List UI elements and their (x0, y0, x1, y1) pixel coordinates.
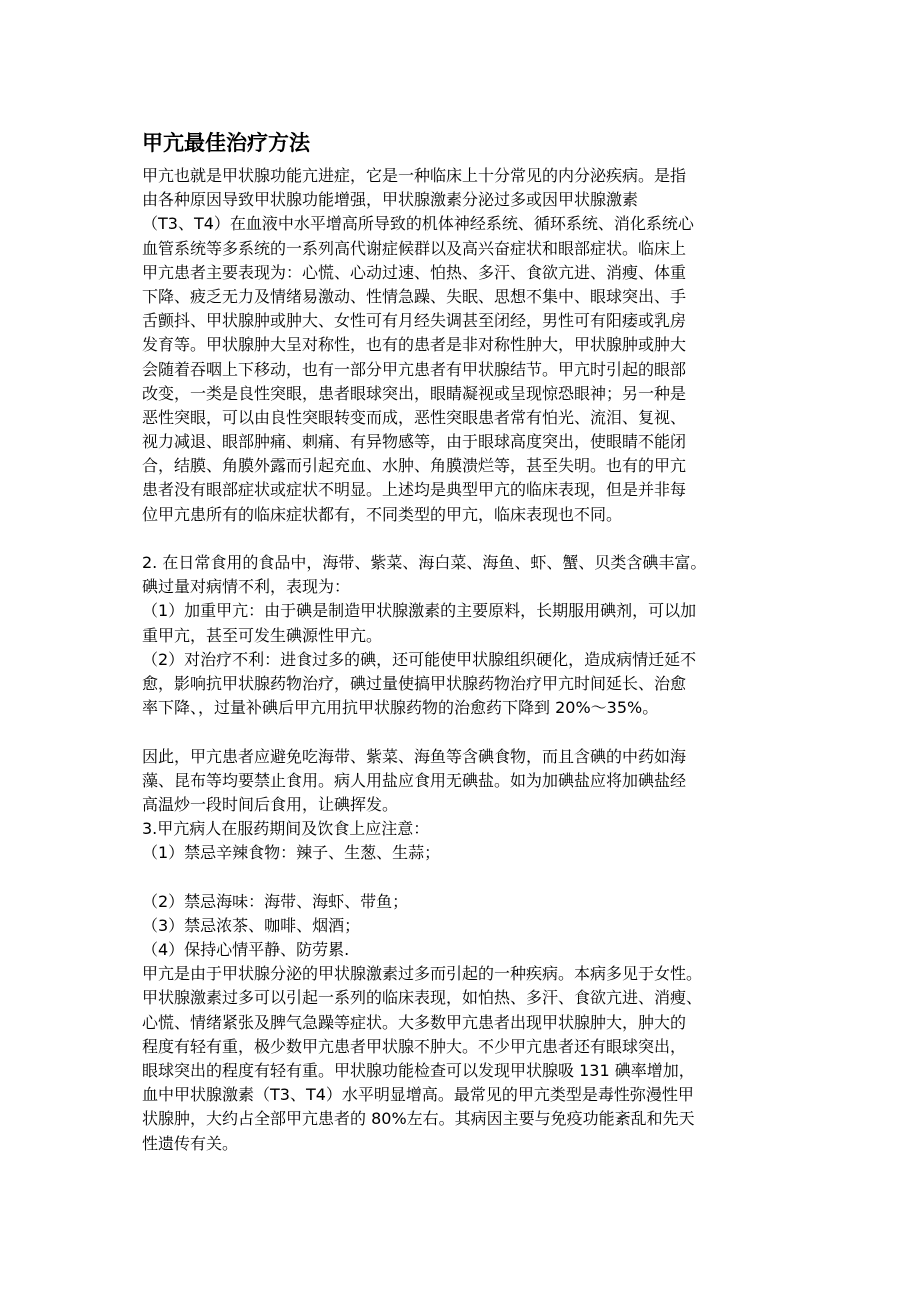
text-line: 甲亢患者主要表现为：心慌、心动过速、怕热、多汗、食欲亢进、消瘦、体重 (142, 262, 687, 282)
text-line: 会随着吞咽上下移动，也有一部分甲亢患者有甲状腺结节。甲亢时引起的眼部 (142, 359, 687, 379)
text-line: 心慌、情绪紧张及脾气急躁等症状。大多数甲亢患者出现甲状腺肿大，肿大的 (142, 1012, 687, 1032)
text-line: 重甲亢，甚至可发生碘源性甲亢。 (142, 625, 383, 645)
blank-line (142, 527, 792, 551)
text-line: 患者没有眼部症状或症状不明显。上述均是典型甲亢的临床表现，但是并非每 (142, 480, 687, 500)
text-line: （1）加重甲亢：由于碘是制造甲状腺激素的主要原料，长期服用碘剂，可以加 (142, 601, 697, 621)
text-line: （3）禁忌浓茶、咖啡、烟酒； (142, 915, 361, 935)
text-line: 高温炒一段时间后食用，让碘挥发。 (142, 794, 399, 814)
text-line: 血管系统等多系统的一系列高代谢症候群以及高兴奋症状和眼部症状。临床上 (142, 238, 687, 258)
blank-line (142, 865, 792, 889)
text-line: 3.甲亢病人在服药期间及饮食上应注意： (142, 819, 430, 839)
text-line: 愈，影响抗甲状腺药物治疗，碘过量使搞甲状腺药物治疗甲亢时间延长、治愈 (142, 673, 687, 693)
text-line: （T3、T4）在血液中水平增高所导致的机体神经系统、循环系统、消化系统心 (142, 214, 694, 234)
text-line: 合，结膜、角膜外露而引起充血、水肿、角膜溃烂等，甚至失明。也有的甲亢 (142, 456, 687, 476)
blank-line (142, 720, 792, 744)
text-line: 程度有轻有重，极少数甲亢患者甲状腺不肿大。不少甲亢患者还有眼球突出， (142, 1036, 687, 1056)
text-line: 碘过量对病情不利，表现为： (142, 577, 351, 597)
text-line: （4）保持心情平静、防劳累. (142, 940, 350, 959)
text-line: 发育等。甲状腺肿大呈对称性，也有的患者是非对称性肿大，甲状腺肿或肿大 (142, 335, 687, 355)
text-line: 2. 在日常食用的食品中，海带、紫菜、海白菜、海鱼、虾、蟹、贝类含碘丰富。 (142, 553, 707, 572)
text-line: 改变，一类是良性突眼，患者眼球突出，眼睛凝视或呈现惊恐眼神；另一种是 (142, 383, 687, 403)
text-line: 视力减退、眼部肿痛、刺痛、有异物感等，由于眼球高度突出，使眼睛不能闭 (142, 432, 687, 452)
document-body (142, 164, 792, 1156)
text-line: 状腺肿，大约占全部甲亢患者的 80%左右。其病因主要与免疫功能紊乱和先天 (142, 1109, 695, 1129)
text-line: 下降、疲乏无力及情绪易激动、性情急躁、失眠、思想不集中、眼球突出、手 (142, 286, 687, 306)
text-line: 率下降、，过量补碘后甲亢用抗甲状腺药物的治愈药下降到 20%～35%。 (142, 698, 659, 718)
text-line: 由各种原因导致甲状腺功能增强，甲状腺激素分泌过多或因甲状腺激素 (142, 190, 639, 210)
text-line: 藻、昆布等均要禁止食用。病人用盐应食用无碘盐。如为加碘盐应将加碘盐经 (142, 770, 687, 790)
text-line: （2）对治疗不利：进食过多的碘，还可能使甲状腺组织硬化，造成病情迁延不 (142, 649, 697, 669)
text-line: 恶性突眼，可以由良性突眼转变而成，恶性突眼患者常有怕光、流泪、复视、 (142, 407, 687, 427)
text-line: 舌颤抖、甲状腺肿或肿大、女性可有月经失调甚至闭经，男性可有阳痿或乳房 (142, 311, 687, 331)
text-line: 性遗传有关。 (142, 1133, 239, 1153)
text-line: 血中甲状腺激素（T3、T4）水平明显增高。最常见的甲亢类型是毒性弥漫性甲 (142, 1085, 694, 1105)
text-line: 眼球突出的程度有轻有重。甲状腺功能检查可以发现甲状腺吸 131 碘率增加， (142, 1060, 695, 1080)
text-line: 甲亢是由于甲状腺分泌的甲状腺激素过多而引起的一种疾病。本病多见于女性。 (142, 964, 703, 984)
text-line: 位甲亢患所有的临床症状都有，不同类型的甲亢，临床表现也不同。 (142, 504, 623, 524)
text-line: 因此，甲亢患者应避免吃海带、紫菜、海鱼等含碘食物，而且含碘的中药如海 (142, 746, 687, 766)
document-title: 甲亢最佳治疗方法 (142, 131, 310, 155)
text-line: 甲亢也就是甲状腺功能亢进症，它是一种临床上十分常见的内分泌疾病。是指 (142, 166, 687, 185)
text-line: （2）禁忌海味：海带、海虾、带鱼； (142, 891, 409, 911)
text-line: （1）禁忌辛辣食物：辣子、生葱、生蒜； (142, 843, 441, 863)
text-line: 甲状腺激素过多可以引起一系列的临床表现，如怕热、多汗、食欲亢进、消瘦、 (142, 988, 703, 1008)
